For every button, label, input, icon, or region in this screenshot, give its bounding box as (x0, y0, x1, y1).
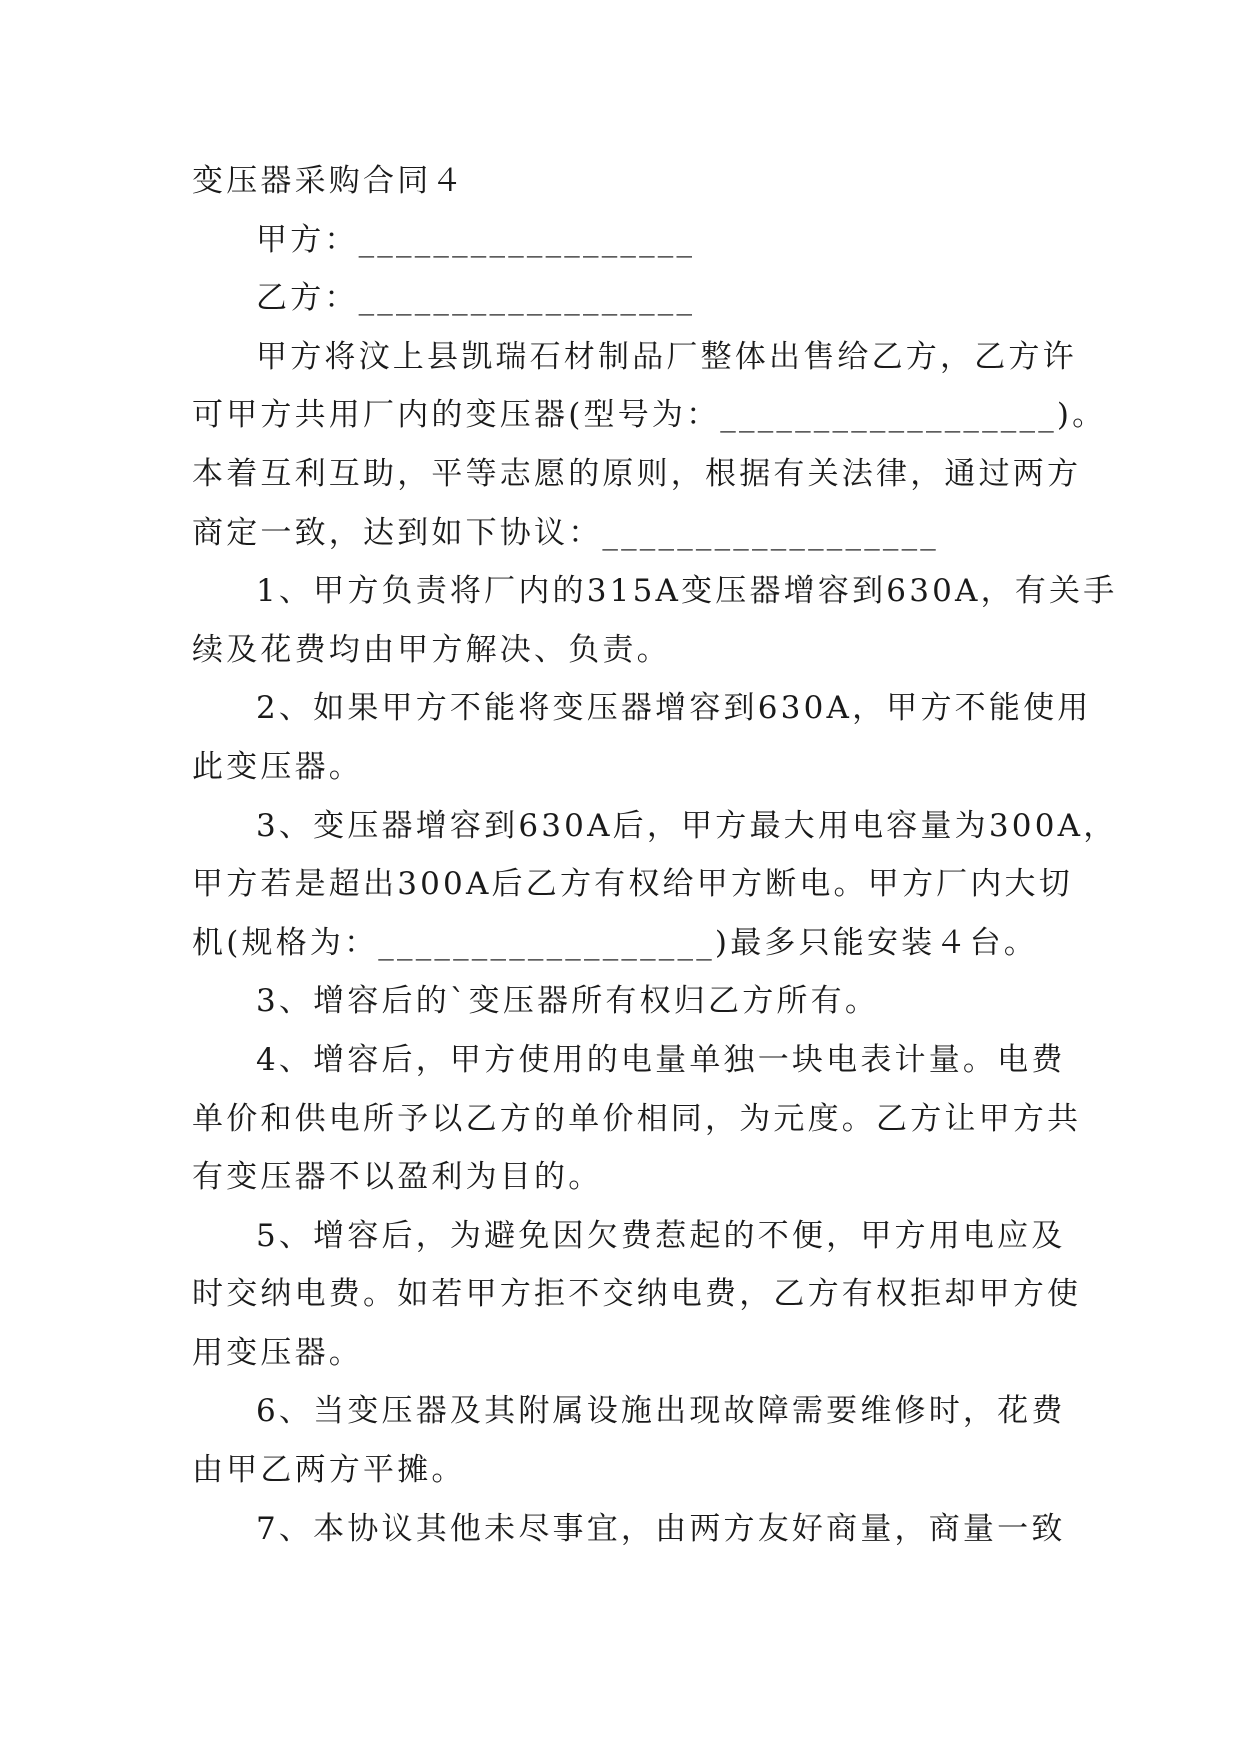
clause-line: 此变压器。 (192, 748, 363, 785)
body-line: 甲方将汶上县凯瑞石材制品厂整体出售给乙方，乙方许 (256, 338, 1077, 375)
clause-line: 由甲乙两方平摊。 (192, 1452, 466, 1489)
body-line: 商定一致，达到如下协议：__________________ (192, 514, 939, 551)
clause-line: 6、当变压器及其附属设施出现故障需要维修时，花费 (256, 1393, 1066, 1430)
clause-line: 3、变压器增容到630A后，甲方最大用电容量为300A， (256, 807, 1118, 844)
clause-line: 5、增容后，为避免因欠费惹起的不便，甲方用电应及 (256, 1217, 1066, 1254)
clause-line: 单价和供电所予以乙方的单价相同，为元度。乙方让甲方共 (192, 1100, 1082, 1137)
clause-line: 2、如果甲方不能将变压器增容到630A，甲方不能使用 (256, 690, 1092, 727)
party-a-line: 甲方：__________________ (256, 221, 696, 258)
clause-line: 1、甲方负责将厂内的315A变压器增容到630A，有关手 (256, 573, 1118, 610)
party-b-line: 乙方：__________________ (256, 280, 696, 317)
clause-line: 3、增容后的`变压器所有权归乙方所有。 (256, 983, 880, 1020)
body-line: 可甲方共用厂内的变压器(型号为：__________________)。 (192, 397, 1107, 434)
clause-line: 有变压器不以盈利为目的。 (192, 1159, 603, 1196)
clause-line: 用变压器。 (192, 1334, 363, 1371)
body-line: 本着互利互助，平等志愿的原则，根据有关法律，通过两方 (192, 455, 1082, 492)
clause-line: 7、本协议其他未尽事宜，由两方友好商量，商量一致 (256, 1510, 1066, 1547)
document-body (192, 152, 1118, 1558)
clause-line: 时交纳电费。如若甲方拒不交纳电费，乙方有权拒却甲方使 (192, 1276, 1082, 1313)
clause-line: 4、增容后，甲方使用的电量单独一块电表计量。电费 (256, 1041, 1066, 1078)
document-title: 变压器采购合同４ (192, 163, 466, 199)
clause-line: 甲方若是超出300A后乙方有权给甲方断电。甲方厂内大切 (192, 866, 1073, 903)
clause-line: 机(规格为：__________________)最多只能安装４台。 (192, 924, 1038, 961)
clause-line: 续及花费均由甲方解决、负责。 (192, 631, 671, 668)
